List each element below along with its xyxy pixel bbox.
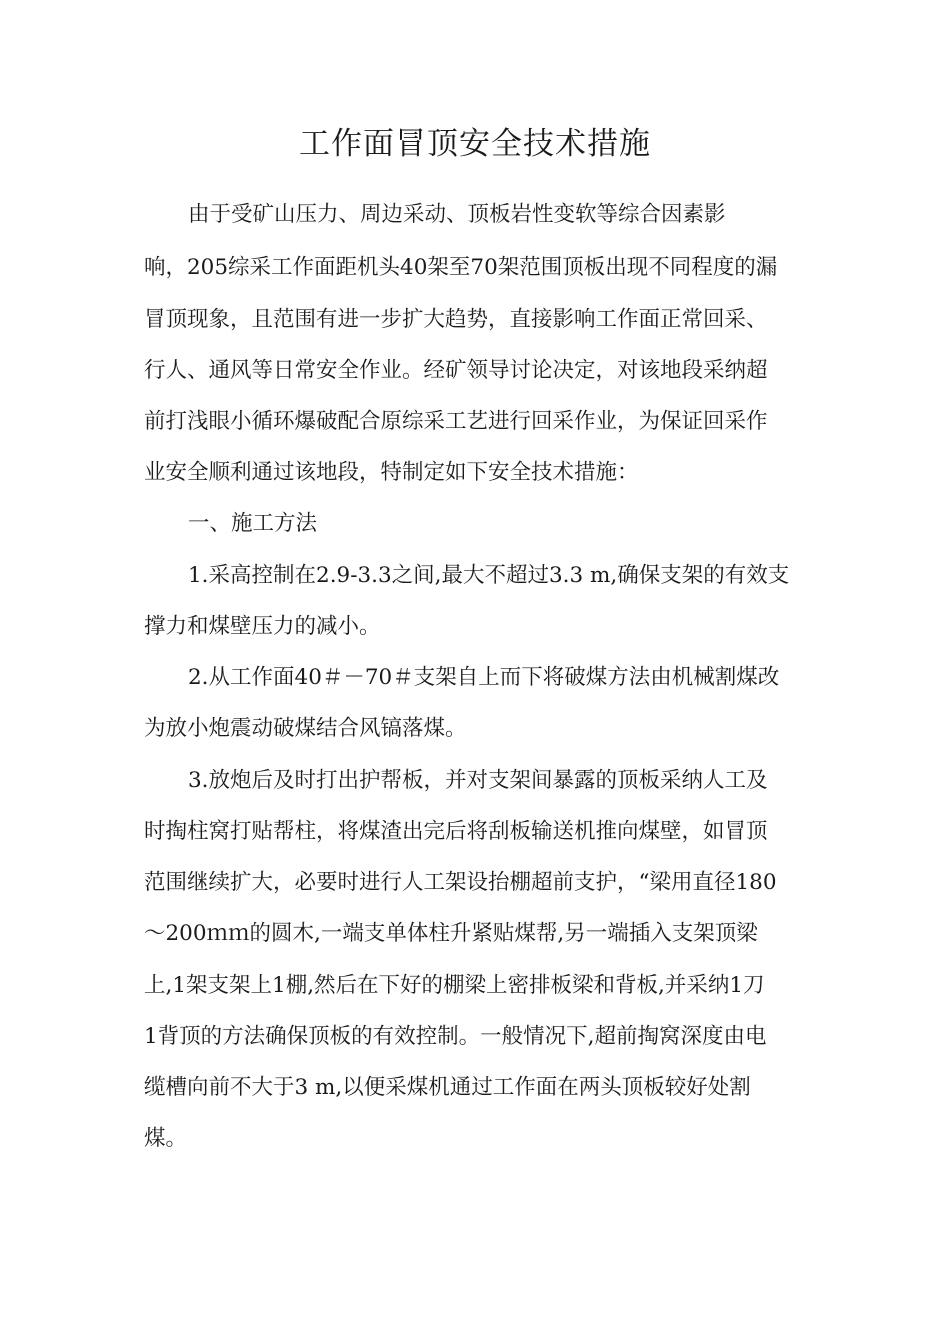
paragraph-line: 撑力和煤壁压力的减小。	[144, 614, 381, 639]
paragraph-line: 上,1架支架上1棚,然后在下好的棚梁上密排板梁和背板,并采纳1刀	[144, 973, 765, 998]
paragraph-line: 行人、通风等日常安全作业。经矿领导讨论决定，对该地段采纳超	[144, 358, 768, 383]
page-title: 工作面冒顶安全技术措施	[299, 126, 651, 162]
paragraph-line: 由于受矿山压力、周边采动、顶板岩性变软等综合因素影	[188, 202, 726, 227]
paragraph-line: 1背顶的方法确保顶板的有效控制。一般情况下,超前掏窝深度由电	[144, 1024, 767, 1049]
paragraph-line: 1.采高控制在2.9-3.3之间,最大不超过3.3 m,确保支架的有效支	[188, 563, 790, 588]
paragraph-line: 冒顶现象，且范围有进一步扩大趋势，直接影响工作面正常回采、	[144, 307, 768, 332]
paragraph-line: 响，205综采工作面距机头40架至70架范围顶板出现不同程度的漏	[144, 255, 778, 280]
paragraph-line: 煤。	[144, 1126, 188, 1151]
paragraph-line: 为放小炮震动破煤结合风镐落煤。	[144, 716, 467, 741]
paragraph-line: 范围继续扩大，必要时进行人工架设抬棚超前支护，“梁用直径180	[144, 870, 777, 895]
paragraph-line: 业安全顺利通过该地段，特制定如下安全技术措施：	[144, 460, 639, 485]
paragraph-line: 2.从工作面40＃－70＃支架自上而下将破煤方法由机械割煤改	[188, 665, 780, 690]
paragraph-line: 3.放炮后及时打出护帮板，并对支架间暴露的顶板采纳人工及	[188, 768, 768, 793]
paragraph-line: 前打浅眼小循环爆破配合原综采工艺进行回采作业，为保证回采作	[144, 409, 768, 434]
paragraph-line: ～200ｍｍ的圆木,一端支单体柱升紧贴煤帮,另一端插入支架顶梁	[144, 921, 758, 946]
section-heading: 一、施工方法	[188, 511, 318, 536]
paragraph-line: 缆槽向前不大于3 m,以便采煤机通过工作面在两头顶板较好处割	[144, 1075, 751, 1100]
paragraph-line: 时掏柱窝打贴帮柱，将煤渣出完后将刮板输送机推向煤壁，如冒顶	[144, 819, 768, 844]
